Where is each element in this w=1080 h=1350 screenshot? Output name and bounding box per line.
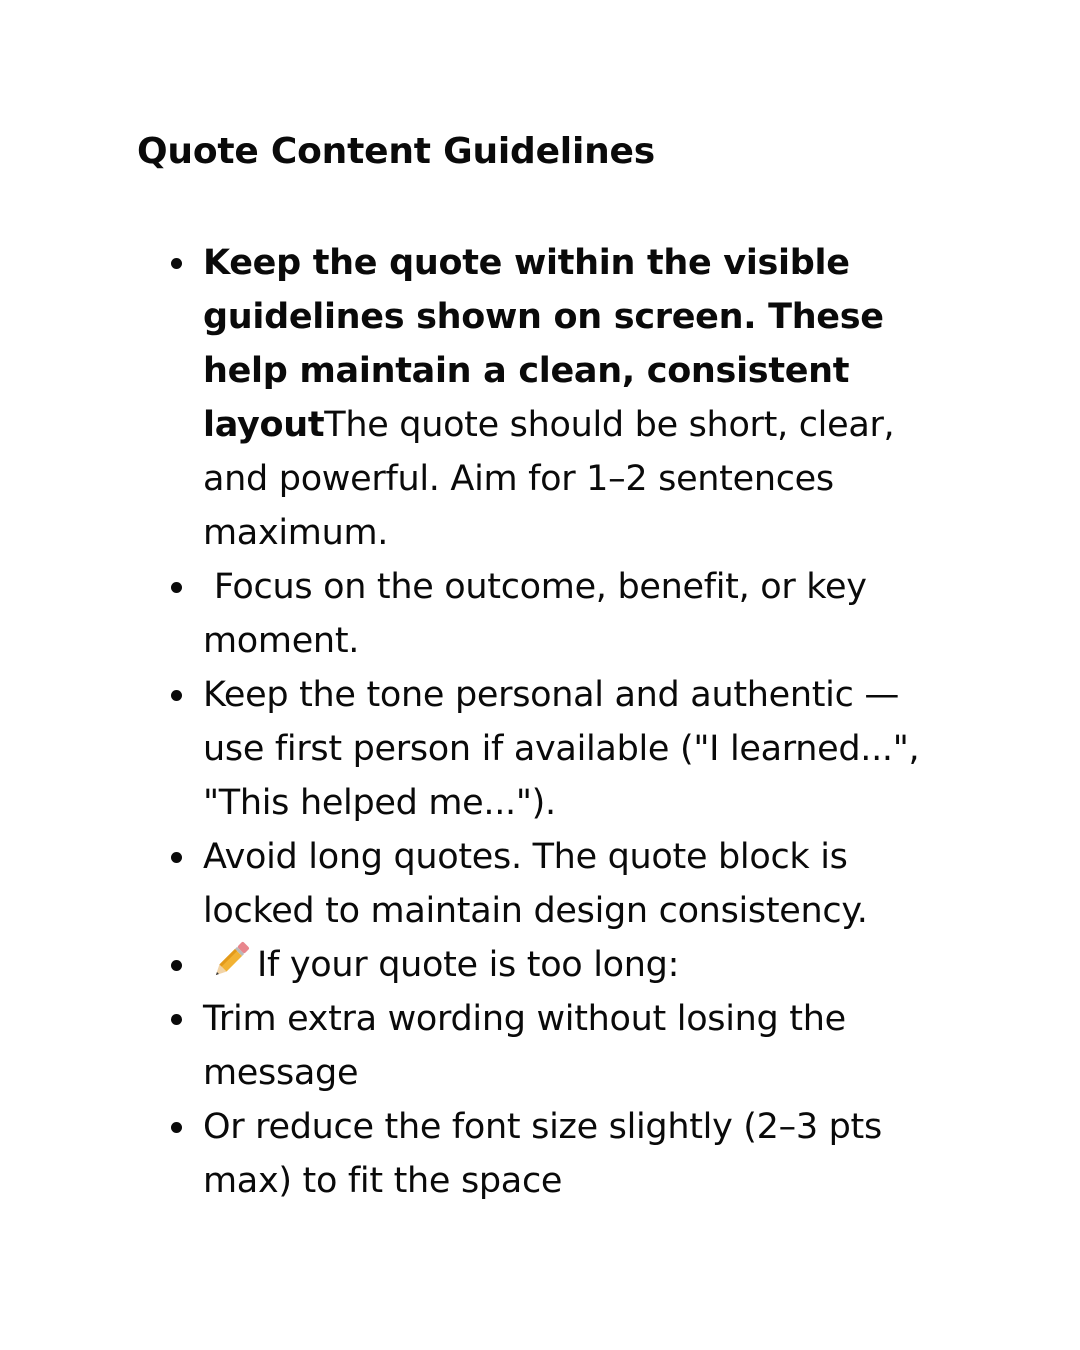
list-item <box>203 938 963 992</box>
list-item-text: If your quote is too long: <box>257 945 680 985</box>
list-item-text: Trim extra wording without losing the message <box>203 999 846 1093</box>
list-item <box>203 992 963 1100</box>
page-title: Quote Content Guidelines <box>137 131 655 172</box>
list-item <box>203 668 963 830</box>
guidelines-list <box>203 236 963 1208</box>
list-item <box>203 560 963 668</box>
list-item-text: The quote should be short, clear, and powerful. Aim for 1–2 sentences maximum. <box>203 405 895 553</box>
pencil-icon <box>209 940 251 982</box>
list-item-text: Keep the tone personal and authentic — use first person if available ("I learned...", "This helped me..."). <box>203 675 920 823</box>
list-item-text: Or reduce the font size slightly (2–3 pts max) to fit the space <box>203 1107 882 1201</box>
list-item <box>203 236 963 560</box>
list-item-text: Focus on the outcome, benefit, or key moment. <box>203 567 878 661</box>
list-item-text: Avoid long quotes. The quote block is locked to maintain design consistency. <box>203 837 868 931</box>
list-item <box>203 1100 963 1208</box>
list-item <box>203 830 963 938</box>
list-item-bold-text: Keep the quote within the visible guidelines shown on screen. These help maintain a clean, consistent layout <box>203 243 884 445</box>
